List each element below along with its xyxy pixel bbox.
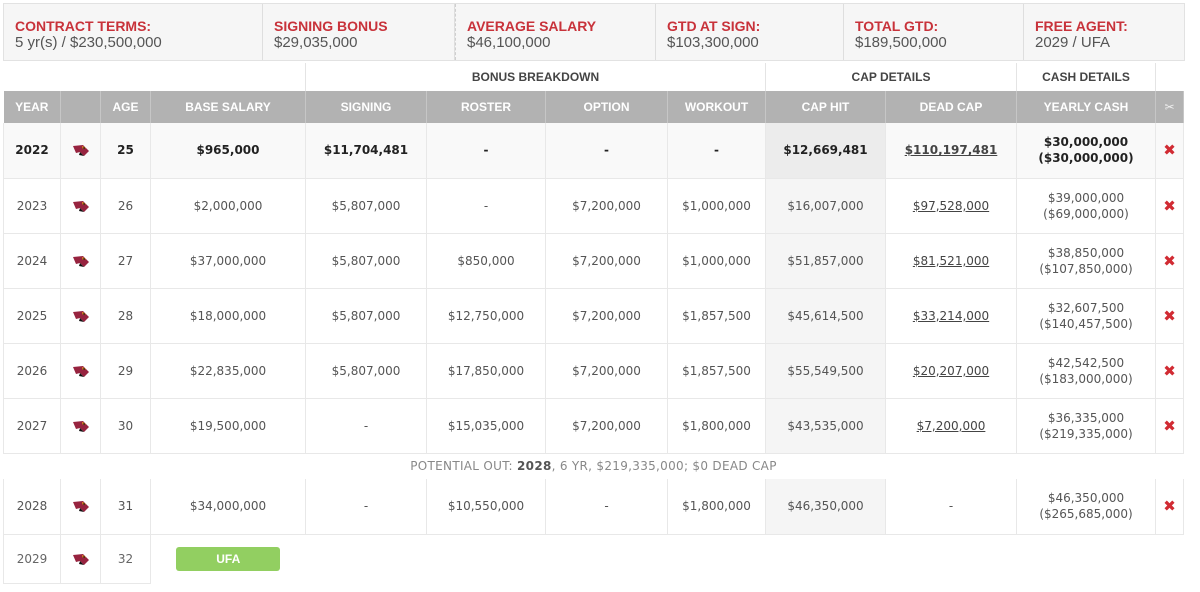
cell-roster: $15,035,000: [427, 398, 546, 453]
cell-workout: $1,000,000: [668, 178, 766, 233]
close-icon[interactable]: ✖: [1163, 416, 1176, 435]
yearly-cash-value: $30,000,000: [1043, 135, 1129, 150]
cell-year: 2027: [4, 398, 61, 453]
cell-dead-cap: [886, 178, 1017, 233]
col-header-age[interactable]: AGE: [101, 91, 151, 123]
ufa-status-badge: UFA: [176, 547, 280, 571]
table-row: [4, 178, 1184, 233]
cell-dead-cap: [886, 233, 1017, 288]
summary-label: CONTRACT TERMS:: [15, 18, 152, 34]
col-header-cap-hit[interactable]: CAP HIT: [766, 91, 886, 123]
summary-signing-bonus: [263, 4, 455, 60]
dead-cap-link[interactable]: $33,214,000: [912, 308, 990, 323]
cell-empty: [306, 534, 1184, 583]
cell-year: 2024: [4, 233, 61, 288]
summary-free-agent: [1024, 4, 1184, 60]
cardinals-logo-icon: [71, 198, 91, 214]
cell-dead-cap: [886, 343, 1017, 398]
cell-option: $7,200,000: [546, 398, 668, 453]
yearly-cash-value: $38,850,000: [1047, 245, 1125, 260]
col-header-roster[interactable]: ROSTER: [427, 91, 546, 123]
cell-roster: $12,750,000: [427, 288, 546, 343]
cumulative-cash-value: ($140,457,500): [1039, 316, 1133, 331]
cell-signing: -: [306, 398, 427, 453]
table-row: [4, 398, 1184, 453]
yearly-cash-value: $36,335,000: [1047, 410, 1125, 425]
table-row-free-agent: [4, 534, 1184, 583]
group-header-bonus-breakdown: BONUS BREAKDOWN: [306, 63, 766, 91]
cell-age: 28: [101, 288, 151, 343]
cell-option: $7,200,000: [546, 233, 668, 288]
cell-team: [61, 343, 101, 398]
yearly-cash-value: $42,542,500: [1047, 355, 1125, 370]
cell-yearly-cash: [1017, 398, 1156, 453]
summary-contract-terms: [4, 4, 263, 60]
cell-cap-hit: $16,007,000: [766, 178, 886, 233]
col-header-dead-cap[interactable]: DEAD CAP: [886, 91, 1017, 123]
close-icon[interactable]: ✖: [1163, 251, 1176, 270]
cell-option: $7,200,000: [546, 343, 668, 398]
dead-cap-link[interactable]: $20,207,000: [912, 363, 990, 378]
close-icon[interactable]: ✖: [1163, 361, 1176, 380]
col-header-option[interactable]: OPTION: [546, 91, 668, 123]
cell-team: [61, 479, 101, 534]
cell-yearly-cash: [1017, 233, 1156, 288]
col-header-yearly-cash[interactable]: YEARLY CASH: [1017, 91, 1156, 123]
cell-base-salary: $19,500,000: [151, 398, 306, 453]
cell-team: [61, 534, 101, 583]
cell-cap-hit: $45,614,500: [766, 288, 886, 343]
cell-age: 29: [101, 343, 151, 398]
cell-base-salary: $37,000,000: [151, 233, 306, 288]
yearly-cash-value: $46,350,000: [1047, 491, 1125, 506]
cell-age: 27: [101, 233, 151, 288]
cell-remove: [1156, 398, 1184, 453]
cell-yearly-cash: [1017, 479, 1156, 534]
dead-cap-link[interactable]: $7,200,000: [916, 418, 986, 433]
cell-yearly-cash: [1017, 288, 1156, 343]
cell-remove: [1156, 288, 1184, 343]
summary-average-salary: [455, 4, 656, 60]
column-header-row: [4, 91, 1184, 123]
cell-remove: [1156, 233, 1184, 288]
cell-signing: $5,807,000: [306, 178, 427, 233]
cell-team: [61, 123, 101, 178]
summary-value: $189,500,000: [855, 34, 947, 51]
contract-table: [3, 63, 1184, 584]
cell-option: -: [546, 479, 668, 534]
cardinals-logo-icon: [71, 418, 91, 434]
cell-dead-cap: [886, 288, 1017, 343]
cell-team: [61, 178, 101, 233]
cell-signing: $5,807,000: [306, 343, 427, 398]
cell-year: 2025: [4, 288, 61, 343]
cell-base-salary: $965,000: [151, 123, 306, 178]
cell-signing: $5,807,000: [306, 233, 427, 288]
contract-table-body: [4, 123, 1184, 583]
potential-out-text: [4, 453, 1184, 479]
cell-workout: $1,857,500: [668, 343, 766, 398]
potential-out-suffix: , 6 YR, $219,335,000; $0 DEAD CAP: [551, 459, 777, 474]
summary-value: $29,035,000: [274, 34, 358, 51]
cell-remove: [1156, 343, 1184, 398]
cell-workout: $1,800,000: [668, 398, 766, 453]
summary-label: GTD AT SIGN:: [667, 18, 761, 34]
cell-year: 2023: [4, 178, 61, 233]
cell-dead-cap: -: [886, 479, 1017, 534]
cell-age: 32: [101, 534, 151, 583]
cell-remove: [1156, 479, 1184, 534]
summary-value: $103,300,000: [667, 34, 759, 51]
group-header-blank: [1156, 63, 1184, 91]
scissors-icon: ✂: [1164, 100, 1175, 114]
cell-dead-cap: [886, 398, 1017, 453]
cell-team: [61, 398, 101, 453]
cell-base-salary: $18,000,000: [151, 288, 306, 343]
cumulative-cash-value: ($107,850,000): [1039, 261, 1133, 276]
cell-roster: -: [427, 178, 546, 233]
dead-cap-link[interactable]: $110,197,481: [904, 143, 998, 158]
cell-team: [61, 233, 101, 288]
cardinals-logo-icon: [71, 498, 91, 514]
cell-year: 2022: [4, 123, 61, 178]
yearly-cash-value: $32,607,500: [1047, 300, 1125, 315]
cell-year: 2028: [4, 479, 61, 534]
cardinals-logo-icon: [71, 142, 91, 158]
cell-option: $7,200,000: [546, 178, 668, 233]
cell-base-salary: $2,000,000: [151, 178, 306, 233]
cell-signing: $11,704,481: [306, 123, 427, 178]
col-header-year[interactable]: YEAR: [4, 91, 61, 123]
cell-cap-hit: $46,350,000: [766, 479, 886, 534]
summary-label: FREE AGENT:: [1035, 18, 1128, 34]
table-row: [4, 479, 1184, 534]
summary-value: 2029 / UFA: [1035, 34, 1111, 51]
cell-workout: $1,857,500: [668, 288, 766, 343]
col-header-base-salary[interactable]: BASE SALARY: [151, 91, 306, 123]
contract-summary: [3, 3, 1185, 61]
col-header-cut: [1156, 91, 1184, 123]
cell-workout: $1,000,000: [668, 233, 766, 288]
cell-remove: [1156, 178, 1184, 233]
summary-value: $46,100,000: [467, 34, 551, 51]
cell-yearly-cash: [1017, 343, 1156, 398]
summary-label: AVERAGE SALARY: [467, 18, 597, 34]
potential-out-row: [4, 453, 1184, 479]
cardinals-logo-icon: [71, 308, 91, 324]
cell-age: 31: [101, 479, 151, 534]
cell-option: -: [546, 123, 668, 178]
cell-roster: $10,550,000: [427, 479, 546, 534]
group-header-cash-details: CASH DETAILS: [1017, 63, 1156, 91]
cell-year: 2029: [4, 534, 61, 583]
potential-out-year: 2028: [517, 459, 552, 474]
cell-base-salary: $34,000,000: [151, 479, 306, 534]
cell-age: 26: [101, 178, 151, 233]
table-row: [4, 233, 1184, 288]
cell-cap-hit: $55,549,500: [766, 343, 886, 398]
cell-yearly-cash: [1017, 178, 1156, 233]
cumulative-cash-value: ($265,685,000): [1039, 507, 1133, 522]
close-icon[interactable]: ✖: [1163, 196, 1176, 215]
cell-roster: $17,850,000: [427, 343, 546, 398]
cumulative-cash-value: ($219,335,000): [1039, 426, 1133, 441]
group-header-cap-details: CAP DETAILS: [766, 63, 1017, 91]
dead-cap-link[interactable]: $97,528,000: [912, 198, 990, 213]
cell-status: [151, 534, 306, 583]
summary-value: 5 yr(s) / $230,500,000: [15, 34, 162, 51]
close-icon[interactable]: ✖: [1163, 141, 1176, 160]
group-header-blank: [4, 63, 306, 91]
cell-workout: -: [668, 123, 766, 178]
cell-age: 30: [101, 398, 151, 453]
cell-team: [61, 288, 101, 343]
cell-workout: $1,800,000: [668, 479, 766, 534]
cell-age: 25: [101, 123, 151, 178]
cell-cap-hit: $51,857,000: [766, 233, 886, 288]
group-header-row: [4, 63, 1184, 91]
summary-total-gtd: [844, 4, 1024, 60]
close-icon[interactable]: ✖: [1163, 306, 1176, 325]
col-header-team: [61, 91, 101, 123]
cumulative-cash-value: ($69,000,000): [1043, 206, 1129, 221]
yearly-cash-value: $39,000,000: [1047, 190, 1125, 205]
cardinals-logo-icon: [71, 363, 91, 379]
cell-yearly-cash: [1017, 123, 1156, 178]
col-header-workout[interactable]: WORKOUT: [668, 91, 766, 123]
cell-base-salary: $22,835,000: [151, 343, 306, 398]
table-row: [4, 288, 1184, 343]
cell-roster: $850,000: [427, 233, 546, 288]
summary-label: TOTAL GTD:: [855, 18, 939, 34]
table-row: [4, 123, 1184, 178]
table-row: [4, 343, 1184, 398]
cumulative-cash-value: ($183,000,000): [1039, 371, 1133, 386]
cardinals-logo-icon: [71, 551, 91, 567]
cell-year: 2026: [4, 343, 61, 398]
cardinals-logo-icon: [71, 253, 91, 269]
cell-option: $7,200,000: [546, 288, 668, 343]
close-icon[interactable]: ✖: [1163, 497, 1176, 516]
cell-remove: [1156, 123, 1184, 178]
cumulative-cash-value: ($30,000,000): [1038, 151, 1134, 166]
dead-cap-link[interactable]: $81,521,000: [912, 253, 990, 268]
cell-cap-hit: $43,535,000: [766, 398, 886, 453]
potential-out-prefix: POTENTIAL OUT:: [410, 459, 513, 474]
cell-signing: -: [306, 479, 427, 534]
cell-dead-cap: [886, 123, 1017, 178]
cell-roster: -: [427, 123, 546, 178]
cell-cap-hit: $12,669,481: [766, 123, 886, 178]
summary-gtd-at-sign: [656, 4, 844, 60]
cell-signing: $5,807,000: [306, 288, 427, 343]
summary-label: SIGNING BONUS: [274, 18, 388, 34]
col-header-signing[interactable]: SIGNING: [306, 91, 427, 123]
